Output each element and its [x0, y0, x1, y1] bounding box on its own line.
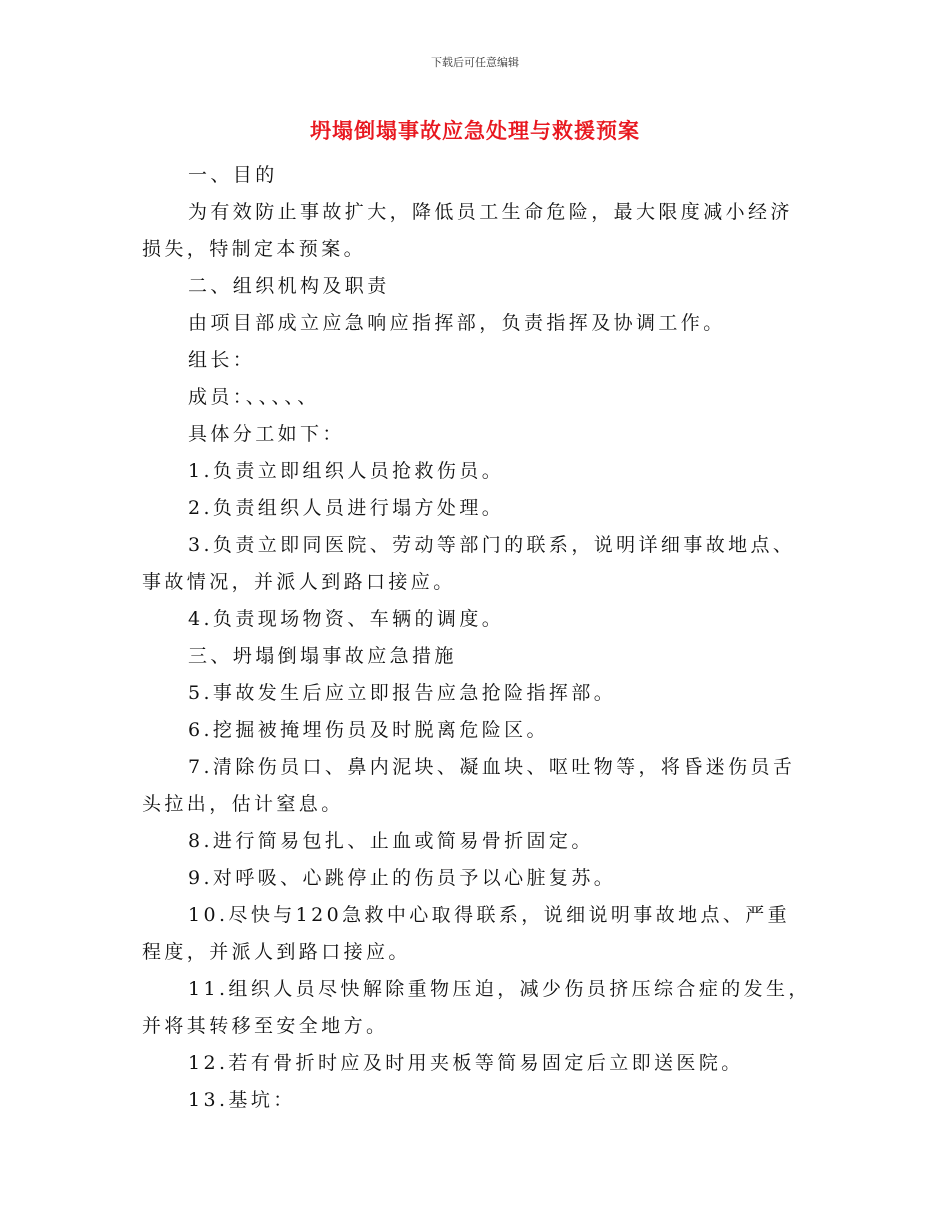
document-title: 坍塌倒塌事故应急处理与救援预案 [310, 118, 640, 143]
section-heading: 一、目的 [188, 164, 278, 186]
list-item: 3.负责立即同医院、劳动等部门的联系，说明详细事故地点、事故情况，并派人到路口接应。 [142, 534, 796, 593]
list-item: 2.负责组织人员进行塌方处理。 [188, 497, 505, 519]
list-item: 12.若有骨折时应及时用夹板等简易固定后立即送医院。 [188, 1052, 744, 1074]
section-heading: 二、组织机构及职责 [188, 275, 390, 297]
list-item: 4.负责现场物资、车辆的调度。 [188, 608, 505, 630]
list-item: 1.负责立即组织人员抢救伤员。 [188, 460, 505, 482]
document-body [142, 157, 812, 1119]
list-item: 7.清除伤员口、鼻内泥块、凝血块、呕吐物等，将昏迷伤员舌头拉出，估计窒息。 [142, 756, 796, 815]
paragraph: 组长： [188, 349, 256, 371]
paragraph: 具体分工如下： [188, 423, 345, 445]
section-heading: 三、坍塌倒塌事故应急措施 [188, 645, 457, 667]
list-item: 9.对呼吸、心跳停止的伤员予以心脏复苏。 [188, 867, 617, 889]
paragraph: 为有效防止事故扩大，降低员工生命危险，最大限度减小经济损失，特制定本预案。 [142, 201, 793, 260]
list-item: 5.事故发生后应立即报告应急抢险指挥部。 [188, 682, 617, 704]
list-item: 10.尽快与120急救中心取得联系，说细说明事故地点、严重程度，并派人到路口接应。 [142, 904, 791, 963]
paragraph: 成员：、、、、、 [188, 386, 320, 408]
list-item: 6.挖掘被掩埋伤员及时脱离危险区。 [188, 719, 549, 741]
list-item: 13.基坑： [188, 1089, 296, 1111]
list-item: 8.进行简易包扎、止血或简易骨折固定。 [188, 830, 594, 852]
paragraph: 由项目部成立应急响应指挥部，负责指挥及协调工作。 [188, 312, 726, 334]
header-note: 下载后可任意编辑 [431, 56, 519, 69]
list-item: 11.组织人员尽快解除重物压迫，减少伤员挤压综合症的发生，并将其转移至安全地方。 [142, 978, 811, 1037]
